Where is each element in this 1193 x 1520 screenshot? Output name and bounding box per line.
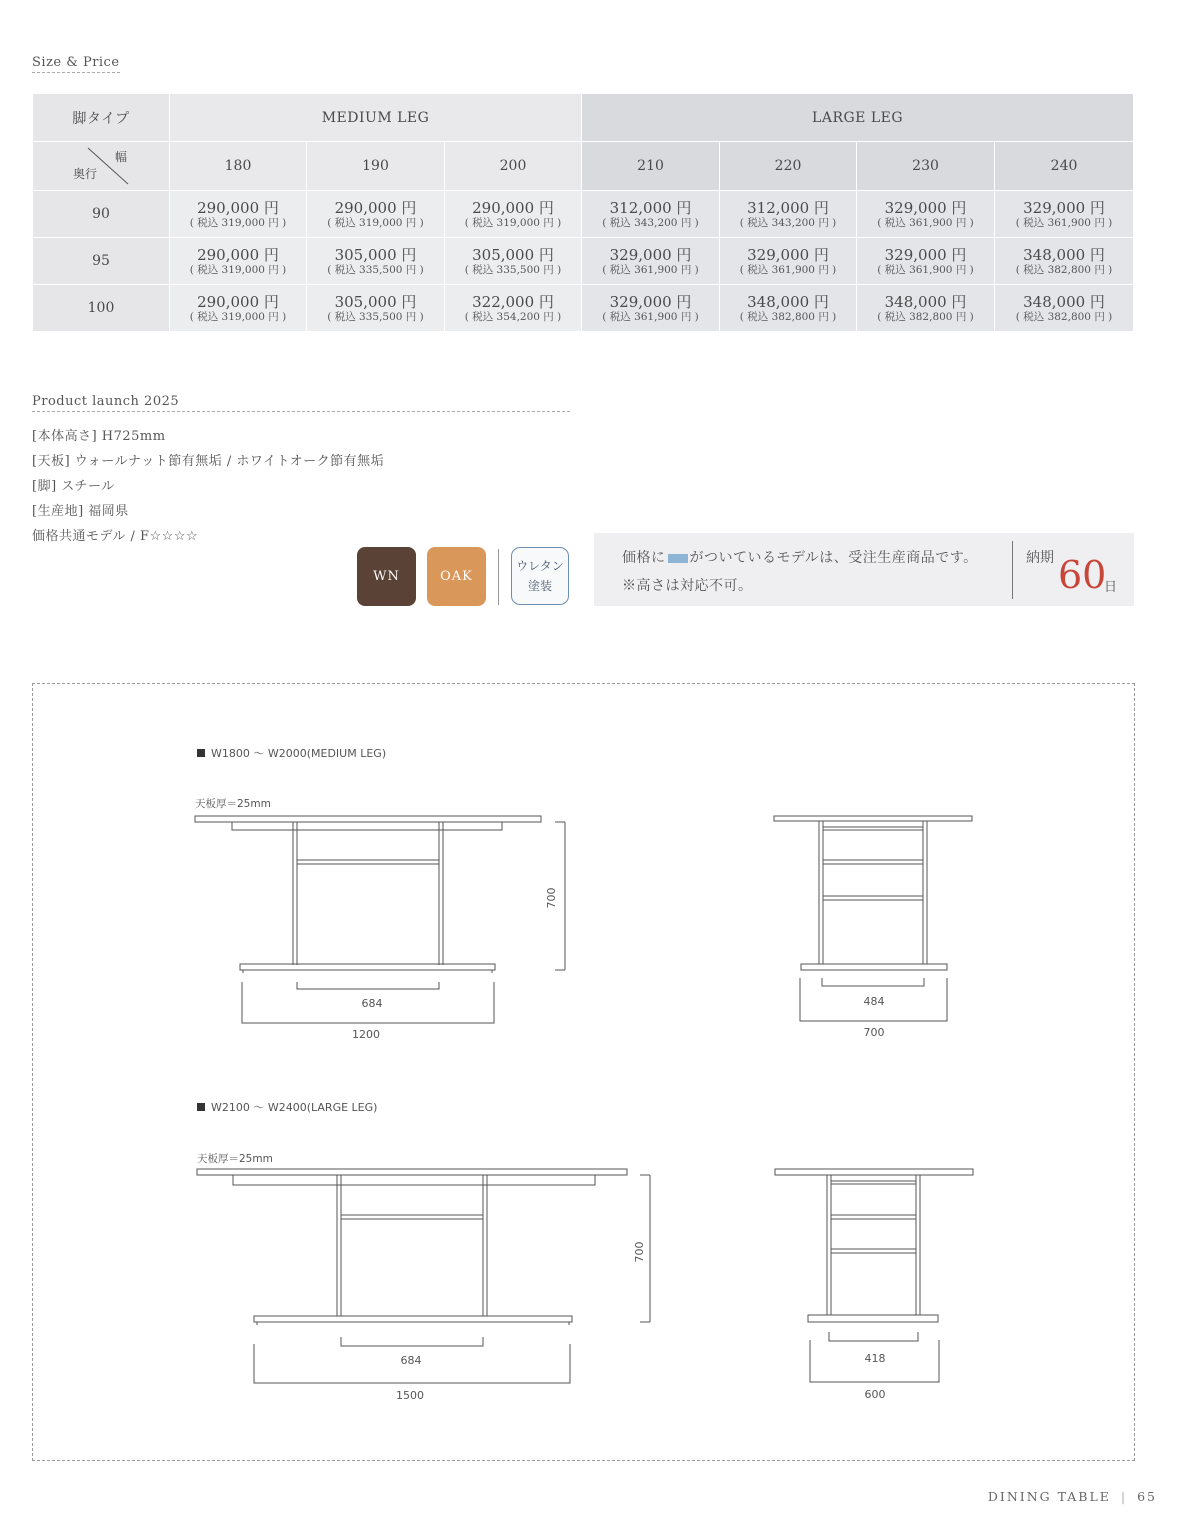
medium-side-inner-dim: 484 [863,995,885,1008]
medium-leg-title-text: W1800 〜 W2000(MEDIUM LEG) [211,747,387,760]
price-tax-included: ( 税込 361,900 円 ) [602,310,699,323]
finish-swatch-wn: WN [357,547,416,606]
price-tax-included: ( 税込 319,000 円 ) [189,310,287,323]
depth-cell: 90 [33,191,170,238]
price-value: 290,000 円 [197,198,279,217]
notice-line-1-b: がついているモデルは、受注生産商品です。 [689,550,978,566]
corner-diagonal [33,142,170,190]
price-cell [445,191,582,238]
price-tax-included: ( 税込 335,500 円 ) [464,263,562,276]
price-tax-included: ( 税込 361,900 円 ) [602,263,699,276]
width-header-200: 200 [445,142,582,191]
width-header-230: 230 [857,142,995,191]
price-tax-included: ( 税込 382,800 円 ) [1015,310,1113,323]
price-cell [995,285,1134,332]
page-number: 65 [1137,1489,1157,1504]
depth-cell: 95 [33,238,170,285]
price-tax-included: ( 税込 354,200 円 ) [464,310,562,323]
price-tax-included: ( 税込 343,200 円 ) [602,216,699,229]
price-cell [170,285,307,332]
spec-list [32,425,384,550]
price-cell [995,191,1134,238]
large-top-thickness: 天板厚＝25mm [197,1153,273,1165]
medium-leg-drawing-title [197,745,386,761]
width-label: 幅 [114,150,127,164]
width-header-190: 190 [307,142,445,191]
price-cell [307,285,445,332]
price-cell [720,191,857,238]
price-row-depth-90 [33,191,1134,238]
price-value: 329,000 円 [1023,198,1105,217]
width-header-220: 220 [720,142,857,191]
spec-model: 価格共通モデル / F☆☆☆☆ [32,529,199,544]
depth-label: 奥行 [73,167,98,181]
medium-leg-header: MEDIUM LEG [170,94,582,142]
price-value: 322,000 円 [472,292,554,311]
price-cell [582,191,720,238]
price-cell [582,238,720,285]
notice-line-1-a: 価格に [622,550,666,566]
price-value: 290,000 円 [472,198,554,217]
price-tax-included: ( 税込 343,200 円 ) [739,216,837,229]
width-header-180: 180 [170,142,307,191]
spec-top: [天板] ウォールナット節有無垢 / ホワイトオーク節有無垢 [32,454,385,469]
price-tax-included: ( 税込 382,800 円 ) [1015,263,1113,276]
bullet-square-icon [197,1103,205,1111]
large-height-dim: 700 [633,1241,646,1263]
medium-height-dim: 700 [545,887,558,909]
price-table [32,93,1134,332]
footer-separator: | [1120,1489,1128,1504]
large-leg-drawing-title [197,1099,377,1115]
price-cell [170,191,307,238]
product-launch: Product launch 2025 [32,394,180,409]
urethane-coating-badge [511,547,569,605]
price-tax-included: ( 税込 361,900 円 ) [877,216,974,229]
large-front-inner-dim: 684 [400,1354,422,1367]
price-tax-included: ( 税込 361,900 円 ) [739,263,837,276]
price-cell [995,238,1134,285]
price-cell [307,238,445,285]
page-footer [988,1489,1157,1504]
price-cell [720,285,857,332]
price-cell [170,238,307,285]
price-value: 329,000 円 [609,245,692,264]
price-tax-included: ( 税込 335,500 円 ) [327,310,424,323]
leg-type-header: 脚タイプ [33,94,170,142]
price-tax-included: ( 税込 382,800 円 ) [877,310,974,323]
delivery-unit: 日 [1104,580,1118,595]
price-value: 312,000 円 [609,198,692,217]
bullet-square-icon [197,749,205,757]
spec-leg: [脚] スチール [32,479,115,494]
notice-line-2: ※高さは対応不可。 [622,578,753,594]
spec-height: [本体高さ] H725mm [32,429,166,444]
depth-cell: 100 [33,285,170,332]
width-header-210: 210 [582,142,720,191]
medium-front-outer-dim: 1200 [352,1028,380,1041]
price-value: 290,000 円 [334,198,417,217]
large-front-outer-dim: 1500 [396,1389,424,1402]
coating-line-2: 塗装 [527,579,552,593]
coating-line-1: ウレタン [516,559,564,573]
price-cell [857,191,995,238]
large-leg-header: LARGE LEG [582,94,1134,142]
price-cell [857,285,995,332]
price-value: 305,000 円 [472,245,554,264]
medium-side-elevation [760,810,980,1050]
price-cell [445,285,582,332]
price-value: 305,000 円 [334,245,417,264]
price-value: 290,000 円 [197,245,279,264]
width-header-240: 240 [995,142,1134,191]
price-tax-included: ( 税込 361,900 円 ) [877,263,974,276]
medium-front-elevation [180,810,600,1050]
spec-origin: [生産地] 福岡県 [32,504,129,519]
price-value: 329,000 円 [884,245,967,264]
large-side-outer-dim: 600 [864,1388,886,1401]
price-tax-included: ( 税込 319,000 円 ) [327,216,424,229]
price-value: 305,000 円 [334,292,417,311]
made-to-order-notice [594,533,1134,606]
price-tax-included: ( 税込 335,500 円 ) [327,263,424,276]
swatch-divider [498,549,499,605]
price-tax-included: ( 税込 319,000 円 ) [189,216,287,229]
medium-top-thickness: 天板厚＝25mm [195,798,271,810]
price-value: 348,000 円 [747,292,829,311]
price-cell [445,238,582,285]
footer-section: DINING TABLE [987,1489,1111,1504]
large-side-inner-dim: 418 [864,1352,886,1365]
medium-front-inner-dim: 684 [361,997,383,1010]
price-tax-included: ( 税込 319,000 円 ) [189,263,287,276]
notice-line-1 [622,547,978,567]
price-cell [720,238,857,285]
large-front-elevation [180,1164,680,1409]
price-row-depth-95 [33,238,1134,285]
medium-side-outer-dim: 700 [863,1026,885,1039]
price-row-depth-100 [33,285,1134,332]
price-cell [307,191,445,238]
price-value: 348,000 円 [1023,292,1105,311]
large-leg-title-text: W2100 〜 W2400(LARGE LEG) [211,1101,378,1114]
made-to-order-chip [668,554,688,563]
price-value: 348,000 円 [884,292,967,311]
width-depth-corner [33,142,170,191]
notice-divider [1012,541,1013,599]
delivery-label: 納期 [1026,550,1054,566]
price-tax-included: ( 税込 319,000 円 ) [464,216,562,229]
price-tax-included: ( 税込 361,900 円 ) [1015,216,1113,229]
price-cell [857,238,995,285]
price-tax-included: ( 税込 382,800 円 ) [739,310,837,323]
finish-swatch-oak: OAK [427,547,486,606]
size-price-title: Size & Price [32,55,120,73]
delivery-days: 60 [1058,553,1107,597]
price-value: 329,000 円 [884,198,967,217]
price-value: 290,000 円 [197,292,279,311]
price-value: 348,000 円 [1023,245,1105,264]
price-value: 329,000 円 [609,292,692,311]
price-cell [582,285,720,332]
price-value: 329,000 円 [747,245,829,264]
large-side-elevation [760,1164,990,1409]
price-value: 312,000 円 [747,198,829,217]
